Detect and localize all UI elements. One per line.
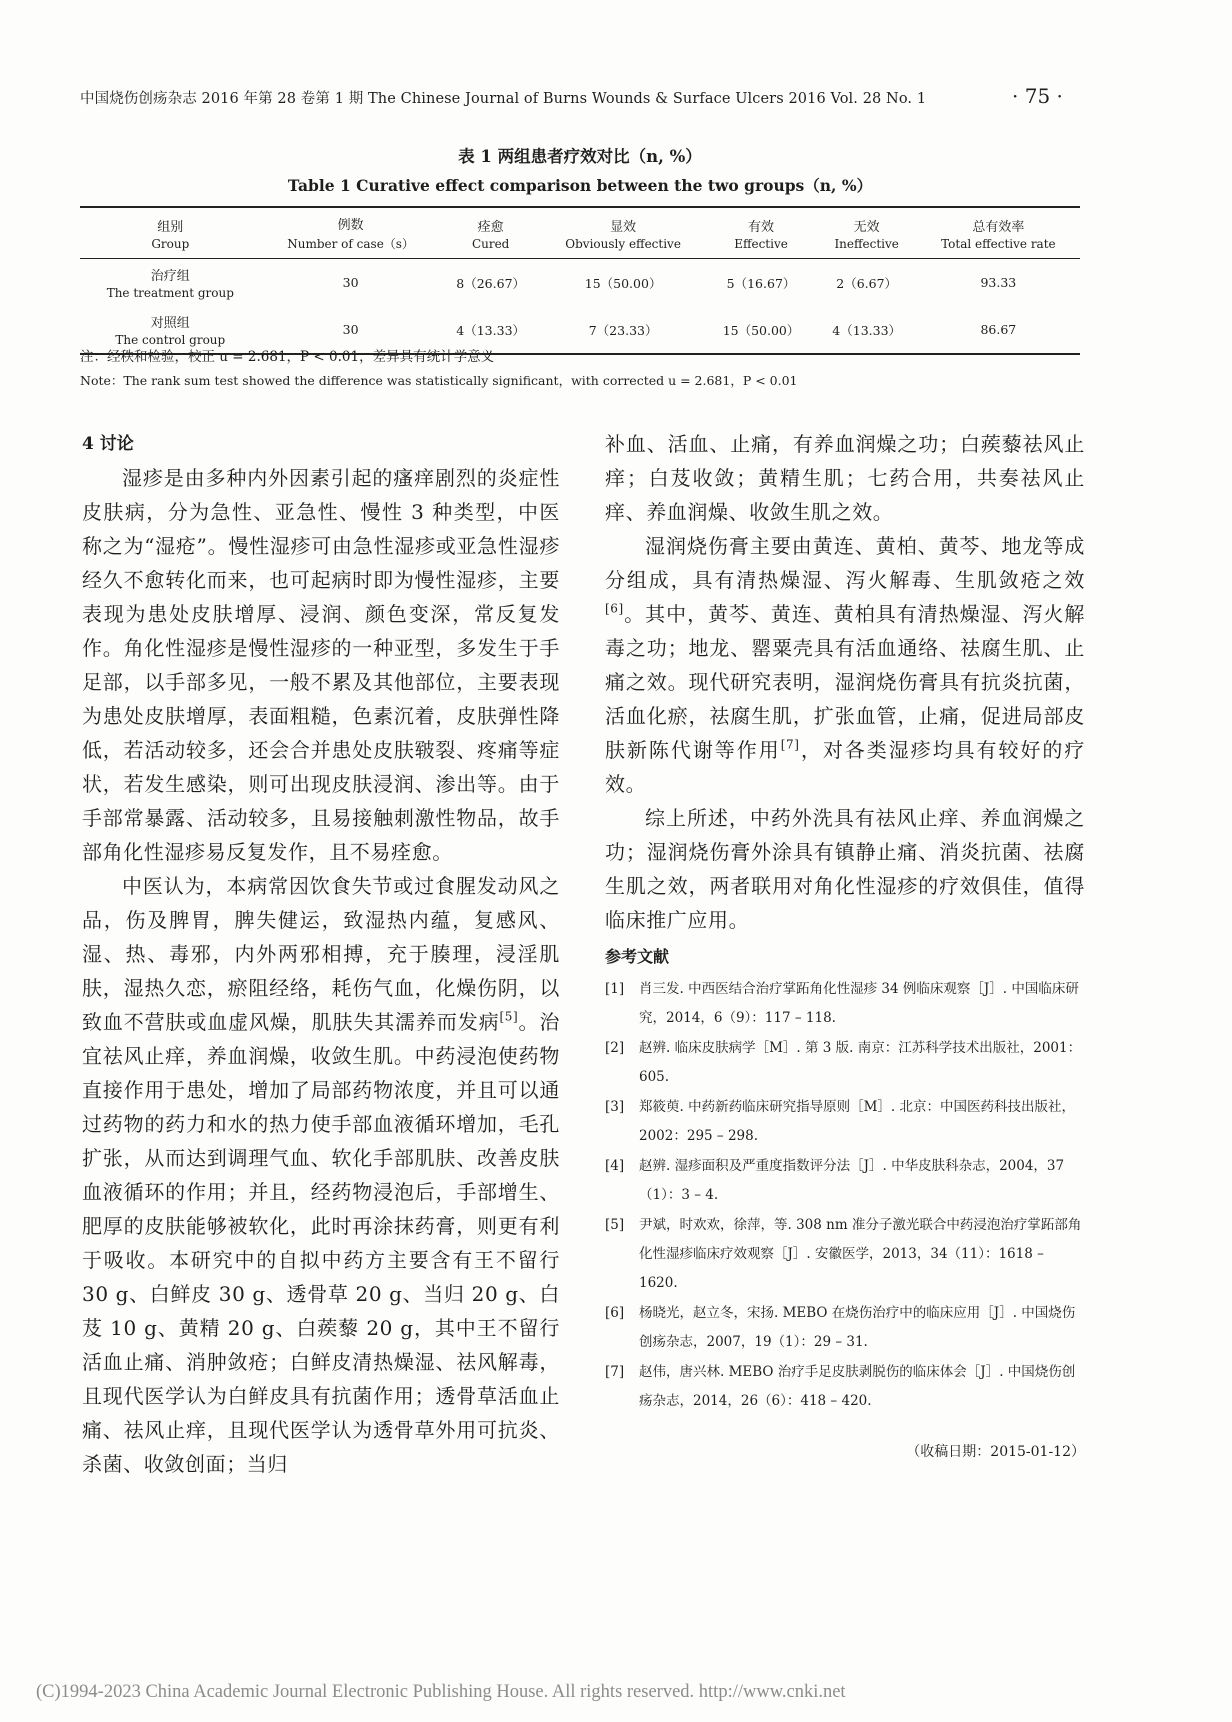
total-rate-cell: 93.33	[980, 275, 1017, 290]
references-title: 参考文献	[605, 947, 670, 966]
paragraph-5: 综上所述，中药外洗具有祛风止痒、养血润燥之功；湿润烧伤膏外涂具有镇静止痛、消炎抗菌、祛腐生肌之效，两者联用对角化性湿疹的疗效俱佳，值得临床推广应用。	[605, 806, 1085, 932]
cured-cell: 8（26.67）	[456, 275, 526, 291]
group-cell: 治疗组 The treatment group	[106, 269, 234, 300]
paragraph-4: 湿润烧伤膏主要由黄连、黄柏、黄芩、地龙等成分组成，具有清热燥湿、泻火解毒、生肌敛疮之效[6]。其中，黄芩、黄连、黄柏具有清热燥湿、泻火解毒之功；地龙、罂粟壳具有活血通络、祛腐生肌、止痛之效。现代研究表明，湿润烧伤膏具有抗炎抗菌，活血化瘀，祛腐生肌，扩张血管，止痛，促进局部皮肤新陈代谢等作用[7]，对各类湿疹均具有较好的疗效。	[605, 534, 1085, 796]
obvious-cell: 7（23.33）	[588, 322, 658, 338]
col-header-cases: 例数 Number of case（s）	[287, 218, 414, 251]
obvious-cell: 15（50.00）	[584, 275, 662, 291]
total-rate-cell: 86.67	[980, 322, 1017, 337]
cured-cell: 4（13.33）	[456, 322, 526, 338]
right-column	[605, 427, 1085, 1466]
col-header-ineffective: 无效 Ineffective	[834, 219, 899, 251]
table-title-en: Table 1 Curative effect comparison between the two groups（n, %）	[287, 176, 873, 195]
paragraph-2: 中医认为，本病常因饮食失节或过食腥发动风之品，伤及脾胃，脾失健运，致湿热内蕴，复感风、湿、热、毒邪，内外两邪相搏，充于腠理，浸淫肌肤，湿热久恋，瘀阻经络，耗伤气血，化燥伤阴，以致血不营肤或血虚风燥，肌肤失其濡养而发病[5]。治宜祛风止痒，养血润燥，收敛生肌。中药浸泡使药物直接作用于患处，增加了局部药物浓度，并且可以通过药物的药力和水的热力使手部血液循环增加，毛孔扩张，从而达到调理气血、软化手部肌肤、改善皮肤血液循环的作用；并且，经药物浸泡后，手部增生、肥厚的皮肤能够被软化，此时再涂抹药膏，则更有利于吸收。本研究中的自拟中药方主要含有王不留行 30 g、白鲜皮 30 g、透骨草 20 g、当归 20 g、白芨 10 g、黄精 20 g、白蒺藜 20 g，其中王不留行活血止痛、消肿敛疮；白鲜皮清热燥湿、祛风解毒，且现代医学认为白鲜皮具有抗菌作用；透骨草活血止痛、祛风止痒，且现代医学认为透骨草外用可抗炎、杀菌、收敛创面；当归	[82, 874, 561, 1476]
paragraph-1: 湿疹是由多种内外因素引起的瘙痒剧烈的炎症性皮肤病，分为急性、亚急性、慢性 3 种类型，中医称之为“湿疮”。慢性湿疹可由急性湿疹或亚急性湿疹经久不愈转化而来，也可起病时即为慢性湿疹，主要表现为患处皮肤增厚、浸润、颜色变深，常反复发作。角化性湿疹是慢性湿疹的一种亚型，多发生于手足部，以手部多见，一般不累及其他部位，主要表现为患处皮肤增厚，表面粗糙，色素沉着，皮肤弹性降低，若活动较多，还会合并患处皮肤皲裂、疼痛等症状，若发生感染，则可出现皮肤浸润、渗出等。由于手部常暴露、活动较多，且易接触刺激性物品，故手部角化性湿疹易反复发作，且不易痊愈。	[82, 466, 560, 864]
col-header-effective: 有效 Effective	[734, 219, 788, 251]
citation-6: [6]	[605, 601, 624, 616]
copyright-footer: (C)1994-2023 China Academic Journal Electronic Publishing House. All rights reserved. http://www.cnki.net	[36, 1682, 846, 1702]
col-header-group: 组别 Group	[151, 219, 190, 251]
reference-item: [1] 肖三发. 中西医结合治疗掌跖角化性湿疹 34 例临床观察［J］. 中国临床研究，2014，6（9）：117 – 118.	[605, 981, 1079, 1026]
effective-cell: 15（50.00）	[722, 322, 800, 338]
reference-item: [6] 杨晓光，赵立冬，宋扬. MEBO 在烧伤治疗中的临床应用［J］. 中国烧伤创疡杂志，2007，19（1）：29 – 31.	[605, 1305, 1076, 1350]
reference-list	[605, 975, 1085, 1416]
reference-item: [4] 赵辨. 湿疹面积及严重度指数评分法［J］. 中华皮肤科杂志，2004，37（1）：3 – 4.	[605, 1158, 1065, 1203]
col-header-total-rate: 总有效率 Total effective rate	[941, 219, 1056, 251]
table-header-row	[80, 207, 1080, 259]
running-header: 中国烧伤创疡杂志 2016 年第 28 卷第 1 期 The Chinese Journal of Burns Wounds & Surface Ulcers 2016 Vol. 28 No. 1	[80, 91, 927, 107]
group-cell: 对照组 The control group	[115, 316, 226, 347]
received-date: （收稿日期：2015-01-12）	[906, 1444, 1085, 1460]
cases-cell: 30	[342, 322, 359, 337]
effective-cell: 5（16.67）	[726, 275, 796, 291]
table-note-cn: 注：经秩和检验，校正 u = 2.681，P < 0.01，差异具有统计学意义	[80, 349, 495, 365]
table-note-en: Note：The rank sum test showed the difference was statistically significant，with corrected u = 2.681，P < 0.01	[80, 373, 798, 388]
table-row	[80, 259, 1080, 307]
col-header-obvious: 显效 Obviously effective	[565, 219, 681, 251]
col-header-cured: 痊愈 Cured	[471, 219, 510, 251]
reference-item: [7] 赵伟，唐兴林. MEBO 治疗手足皮肤剥脱伤的临床体会［J］. 中国烧伤创疡杂志，2014，26（6）：418 – 420.	[605, 1364, 1076, 1409]
reference-item: [5] 尹斌，时欢欢，徐萍，等. 308 nm 准分子激光联合中药浸泡治疗掌跖部角化性湿疹临床疗效观察［J］. 安徽医学，2013，34（11）：1618 – 1620.	[605, 1217, 1082, 1291]
reference-item: [2] 赵辨. 临床皮肤病学［M］. 第 3 版. 南京：江苏科学技术出版社，2001：605.	[605, 1040, 1082, 1085]
ineffective-cell: 4（13.33）	[832, 322, 902, 338]
citation-7: [7]	[780, 737, 800, 752]
paragraph-3: 补血、活血、止痛，有养血润燥之功；白蒺藜祛风止痒；白芨收敛；黄精生肌；七药合用，共奏祛风止痒、养血润燥、收敛生肌之效。	[605, 432, 1085, 524]
ineffective-cell: 2（6.67）	[836, 275, 898, 291]
results-table	[80, 206, 1080, 355]
reference-item: [3] 郑筱萸. 中药新药临床研究指导原则［M］. 北京：中国医药科技出版社，2002：295 – 298.	[605, 1099, 1075, 1144]
citation-5: [5]	[499, 1009, 519, 1024]
table-title-cn: 表 1 两组患者疗效对比（n, %）	[458, 147, 702, 166]
section-title: 4 讨论	[82, 434, 134, 454]
page-number: · 75 ·	[1012, 84, 1063, 108]
left-column	[82, 427, 560, 1481]
cases-cell: 30	[342, 275, 359, 290]
